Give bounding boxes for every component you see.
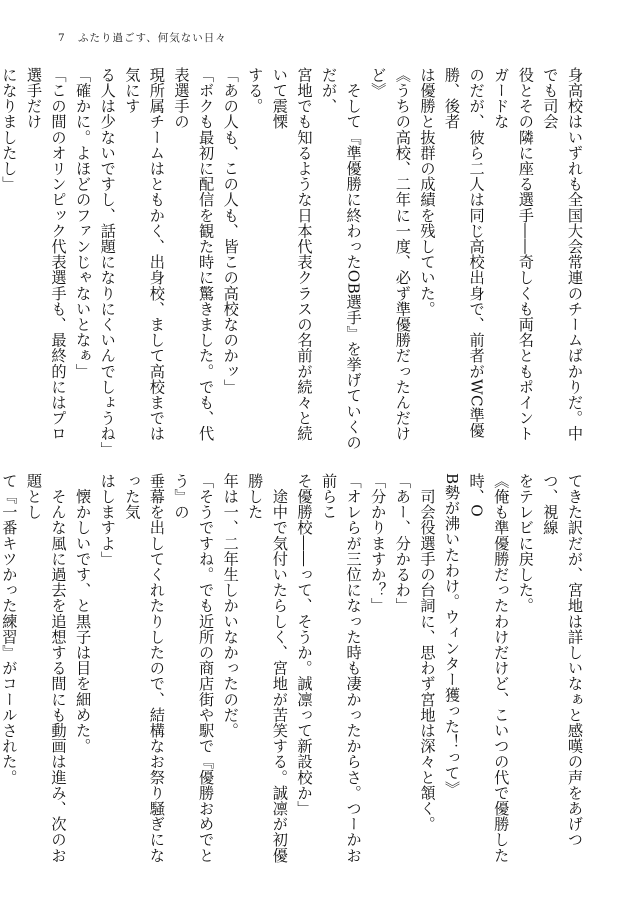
running-title: ふたり過ごす、何気ない日々 <box>78 32 227 44</box>
text-line: はしますよ」 <box>98 473 117 567</box>
text-line: 宮地でも知るような日本代表クラスの名前が続々と続いて震慄 <box>270 67 314 442</box>
text-line: 「ボクも最初に配信を観た時に驚きました。でも、代表選手の <box>172 67 216 442</box>
text-line: てきた訳だが、宮地は詳しいなぁと感嘆の声をあげつつ、視線 <box>541 473 584 848</box>
text-line: 垂幕を出してくれたりしたので、結構なお祭り騒ぎになった気 <box>123 473 166 863</box>
text-line: 「分かりますか？」 <box>369 473 388 614</box>
text-line: そんな風に過去を追想する間にも動画は進み、次のお題とし <box>24 473 68 863</box>
text-line: B勢が沸いたわけ。ウィンター獲った！って》 <box>443 473 462 797</box>
text-line: 「オレらが三位になった時も凄かったからさ。つーかお前らこ <box>320 473 363 863</box>
text-line: 「この間のオリンピック代表選手も、最終的にはプロ選手だけ <box>24 67 68 442</box>
text-line: 「あー、分かるわ」 <box>393 473 412 614</box>
text-block-bottom <box>0 473 587 863</box>
text-line: 現所属チームはともかく、出身校、まして高校までは気にす <box>123 67 166 442</box>
text-line: 《俺も準優勝だったわけだけど、こいつの代で優勝した時、O <box>467 473 511 863</box>
text-line: そして『準優勝に終わったOB選手』を挙げていくのだが、 <box>320 67 363 451</box>
page-number: 7 <box>58 32 66 44</box>
text-line: は優勝と抜群の成績を残していた。 <box>418 67 437 317</box>
text-line: 年は一、二年生しかいなかったのだ。 <box>221 473 240 739</box>
text-line: のだが、彼ら二人は同じ高校出身で、前者がWC準優勝、後者 <box>443 67 486 439</box>
text-line: 《うちの高校、二年に一度、必ず準優勝だったんだけど》 <box>369 67 412 442</box>
text-line: 身高校はいずれも全国大会常連のチームばかりだ。中でも司会 <box>541 67 584 442</box>
text-line: する。 <box>246 67 265 114</box>
text-line: をテレビに戻した。 <box>516 473 535 614</box>
text-line: 途中で気付いたらしく、宮地が苦笑する。誠凛が初優勝した <box>246 473 289 863</box>
text-line: 「あの人も、この人も、皆この高校なのかッ」 <box>221 67 240 395</box>
text-line: 懐かしいです、と黒子は目を細めた。 <box>74 473 93 754</box>
text-line: 「そうですね。でも近所の商店街や駅で『優勝おめでとう』の <box>172 473 216 863</box>
text-line: る人は少ないですし、話題になりにくいんでしょうね」 <box>98 67 117 457</box>
text-line: そ優勝校――って、そうか。誠凛って新設校か」 <box>295 473 314 817</box>
text-block-top <box>0 67 587 457</box>
text-line: 役とその隣に座る選手――奇しくも両名ともポイントガードな <box>492 67 535 442</box>
running-head <box>58 30 227 45</box>
text-line: 「確かに。よほどのファンじゃないとなぁ」 <box>74 67 93 379</box>
text-line: 司会役選手の台詞に、思わず宮地は深々と頷く。 <box>418 473 437 832</box>
text-line: て『一番キツかった練習』がコールされた。 <box>0 473 19 785</box>
text-line: になりましたし」 <box>0 67 19 192</box>
